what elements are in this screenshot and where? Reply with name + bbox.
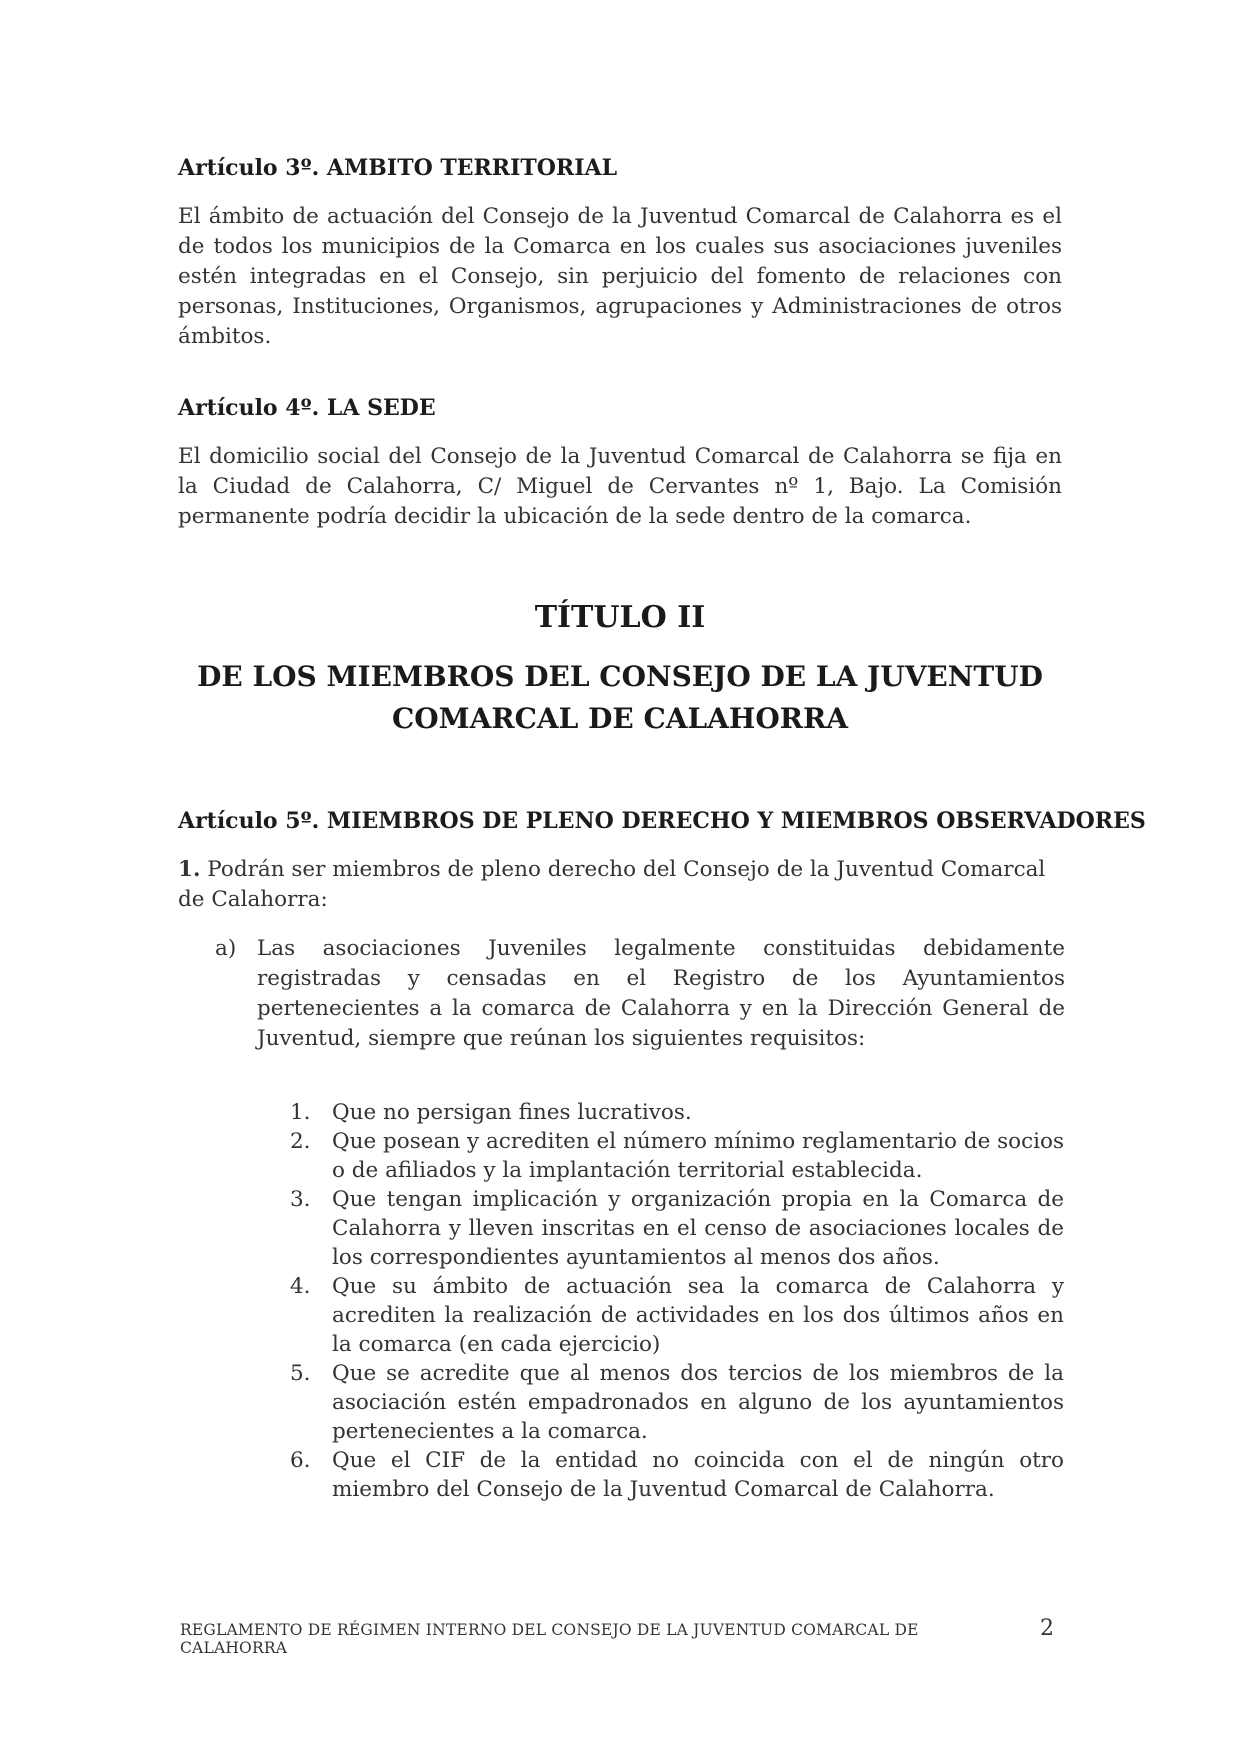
article-4-heading: Artículo 4º. LA SEDE xyxy=(178,395,436,421)
page-footer: REGLAMENTO DE RÉGIMEN INTERNO DEL CONSEJO DE LA JUVENTUD COMARCAL DE CALAHORRA xyxy=(180,1621,919,1657)
title-block xyxy=(178,598,1062,739)
title-sub-line-2: COMARCAL DE CALAHORRA xyxy=(391,702,848,735)
requirements-list xyxy=(290,1098,1064,1504)
article-5-point-1 xyxy=(178,855,1062,915)
list-item xyxy=(290,1098,1064,1127)
article-3-body: El ámbito de actuación del Consejo de la Juventud Comarcal de Calahorra es el de todos los municipios de la Comarca en los cuales sus asociaciones juveniles estén integradas en el Consejo, sin perjuicio del fomento de relaciones con personas, Instituciones, Organismos, agrupaciones y Administraciones de otros ámbitos. xyxy=(178,204,1062,349)
item-a-text: Las asociaciones Juveniles legalmente constituidas debidamente registradas y censadas en el Registro de los Ayuntamientos pertenecientes a la comarca de Calahorra y en la Dirección General de Juventud, siempre que reúnan los siguientes requisitos: xyxy=(257,936,1065,1051)
list-item-number: 4. xyxy=(290,1274,311,1299)
article-5-heading: Artículo 5º. MIEMBROS DE PLENO DERECHO Y MIEMBROS OBSERVADORES xyxy=(178,808,1146,834)
title-main: TÍTULO II xyxy=(534,600,706,635)
page-number: 2 xyxy=(1040,1616,1054,1641)
list-item xyxy=(290,1185,1064,1272)
list-item-text: Que no persigan fines lucrativos. xyxy=(332,1100,692,1125)
title-sub-line-1: DE LOS MIEMBROS DEL CONSEJO DE LA JUVENTUD xyxy=(197,660,1043,693)
article-4 xyxy=(178,393,1062,532)
list-item-number: 5. xyxy=(290,1361,311,1386)
list-item xyxy=(290,1446,1064,1504)
list-item-number: 3. xyxy=(290,1187,311,1212)
list-item-number: 2. xyxy=(290,1129,311,1154)
point-number: 1. xyxy=(178,857,201,882)
list-item-a xyxy=(215,934,1065,1064)
list-item-number: 1. xyxy=(290,1100,311,1125)
list-item xyxy=(290,1359,1064,1446)
article-5 xyxy=(178,806,1146,915)
list-item xyxy=(290,1272,1064,1359)
list-item-text: Que su ámbito de actuación sea la comarca de Calahorra y acrediten la realización de actividades en los dos últimos años en la comarca (en cada ejercicio) xyxy=(332,1274,1064,1357)
point-text: Podrán ser miembros de pleno derecho del Consejo de la Juventud Comarcal de Calahorra: xyxy=(178,857,1046,912)
list-item xyxy=(290,1127,1064,1185)
list-item-text: Que se acredite que al menos dos tercios de los miembros de la asociación estén empadronados en alguno de los ayuntamientos pertenecientes a la comarca. xyxy=(332,1361,1064,1444)
list-item-text: Que posean y acrediten el número mínimo reglamentario de socios o de afiliados y la implantación territorial establecida. xyxy=(332,1129,1064,1183)
article-3 xyxy=(178,153,1062,352)
article-4-body: El domicilio social del Consejo de la Juventud Comarcal de Calahorra se fija en la Ciudad de Calahorra, C/ Miguel de Cervantes nº 1, Bajo. La Comisión permanente podría decidir la ubicación de la sede dentro de la comarca. xyxy=(178,444,1062,529)
list-item-text: Que el CIF de la entidad no coincida con el de ningún otro miembro del Consejo de la Juventud Comarcal de Calahorra. xyxy=(332,1448,1064,1502)
item-a-label: a) xyxy=(215,936,237,961)
article-3-heading: Artículo 3º. AMBITO TERRITORIAL xyxy=(178,155,618,181)
list-item-number: 6. xyxy=(290,1448,311,1473)
list-item-text: Que tengan implicación y organización propia en la Comarca de Calahorra y lleven inscritas en el censo de asociaciones locales de los correspondientes ayuntamientos al menos dos años. xyxy=(332,1187,1064,1270)
